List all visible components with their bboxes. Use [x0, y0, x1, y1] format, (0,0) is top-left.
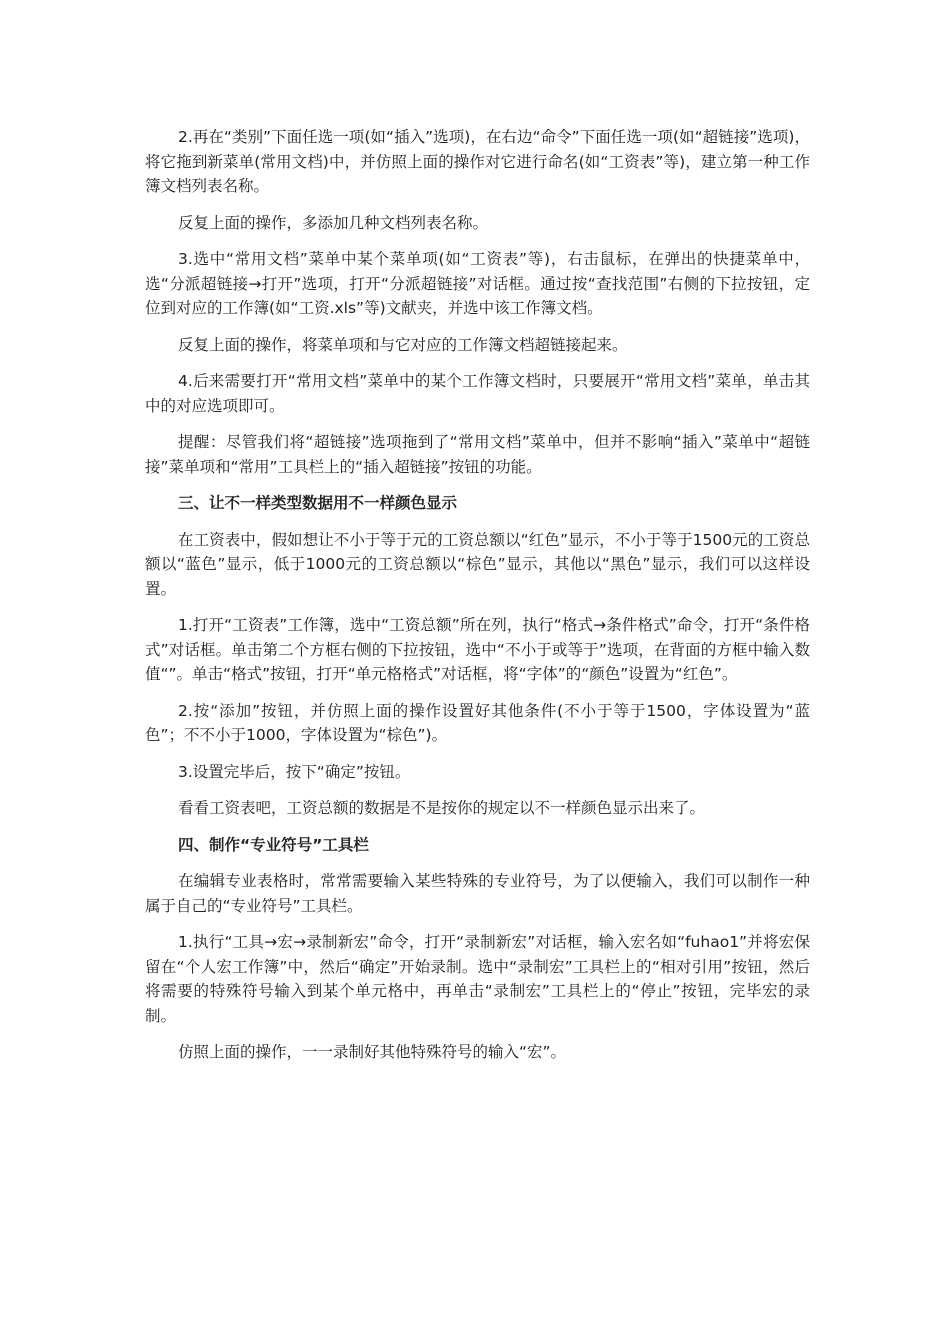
paragraph: 在工资表中，假如想让不小于等于元的工资总额以“红色”显示，不小于等于1500元的工资总额以“蓝色”显示，低于1000元的工资总额以“棕色”显示，其他以“黑色”显示，我们可以这样设置。: [145, 530, 810, 598]
paragraph: 提醒：尽管我们将“超链接”选项拖到了“常用文档”菜单中，但并不影响“插入”菜单中“超链接”菜单项和“常用”工具栏上的“插入超链接”按钮的功能。: [145, 433, 810, 476]
paragraph: 1.执行“工具→宏→录制新宏”命令，打开“录制新宏”对话框，输入宏名如“fuhao1”并将宏保留在“个人宏工作簿”中，然后“确定”开始录制。选中“录制宏”工具栏上的“相对引用”按钮，然后将需要的特殊符号输入到某个单元格中，再单击“录制宏”工具栏上的“停止”按钮，完毕宏的录制。: [145, 933, 810, 1025]
paragraph: 2.按“添加”按钮，并仿照上面的操作设置好其他条件(不小于等于1500，字体设置为“蓝色”；不不小于1000，字体设置为“棕色”)。: [145, 701, 810, 744]
paragraph: 反复上面的操作，将菜单项和与它对应的工作簿文档超链接起来。: [178, 335, 628, 354]
section-heading: 三、让不一样类型数据用不一样颜色显示: [178, 494, 458, 512]
paragraph: 3.设置完毕后，按下“确定”按钮。: [178, 762, 411, 781]
section-heading: 四、制作“专业符号”工具栏: [178, 835, 369, 854]
paragraph: 反复上面的操作，多添加几种文档列表名称。: [178, 213, 489, 232]
paragraph: 3.选中“常用文档”菜单中某个菜单项(如“工资表”等)，右击鼠标，在弹出的快捷菜单中，选“分派超链接→打开”选项，打开“分派超链接”对话框。通过按“查找范围”右侧的下拉按钮，定位到对应的工作簿(如“工资.xls”等)文献夹，并选中该工作簿文档。: [145, 250, 810, 317]
document-body: [145, 125, 810, 1077]
paragraph: 2.再在“类别”下面任选一项(如“插入”选项)，在右边“命令”下面任选一项(如“超链接”选项)，将它拖到新菜单(常用文档)中，并仿照上面的操作对它进行命名(如“工资表”等)，建立第一种工作簿文档列表名称。: [145, 128, 810, 195]
paragraph: 在编辑专业表格时，常常需要输入某些特殊的专业符号，为了以便输入，我们可以制作一种属于自己的“专业符号”工具栏。: [145, 872, 810, 915]
paragraph: 1.打开“工资表”工作簿，选中“工资总额”所在列，执行“格式→条件格式”命令，打开“条件格式”对话框。单击第二个方框右侧的下拉按钮，选中“不小于或等于”选项，在背面的方框中输入数值“”。单击“格式”按钮，打开“单元格格式”对话框，将“字体”的“颜色”设置为“红色”。: [145, 616, 810, 683]
paragraph: 看看工资表吧，工资总额的数据是不是按你的规定以不一样颜色显示出来了。: [178, 799, 706, 817]
paragraph: 4.后来需要打开“常用文档”菜单中的某个工作簿文档时，只要展开“常用文档”菜单，单击其中的对应选项即可。: [145, 372, 810, 415]
paragraph: 仿照上面的操作，一一录制好其他特殊符号的输入“宏”。: [178, 1043, 567, 1061]
